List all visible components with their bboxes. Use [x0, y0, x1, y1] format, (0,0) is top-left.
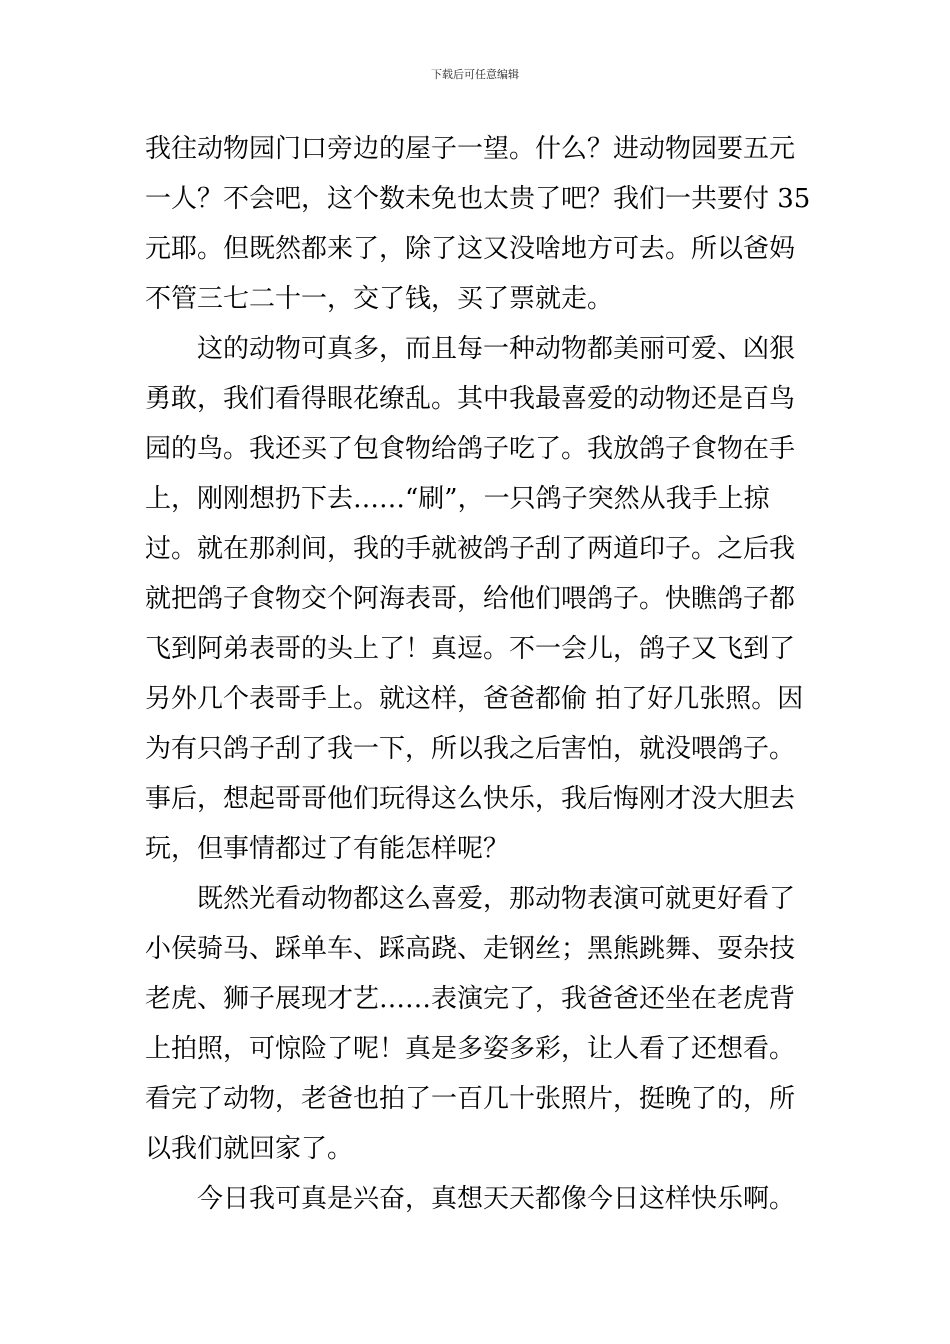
text-line: 今日我可真是兴奋，真想天天都像今日这样快乐啊。	[145, 1184, 796, 1214]
text-line: 事后，想起哥哥他们玩得这么快乐，我后悔刚才没大胆去	[145, 784, 796, 814]
text-line: 既然光看动物都这么喜爱，那动物表演可就更好看了	[145, 884, 796, 914]
text-line: 以我们就回家了。	[145, 1134, 354, 1164]
text-line: 小侯骑马、踩单车、踩高跷、走钢丝；黑熊跳舞、耍杂技	[145, 934, 796, 964]
text-line: 为有只鸽子刮了我一下，所以我之后害怕，就没喂鸽子。	[145, 734, 796, 764]
text-line: 上拍照，可惊险了呢！真是多姿多彩，让人看了还想看。	[145, 1034, 796, 1064]
text-line: 我往动物园门口旁边的屋子一望。什么？进动物园要五元	[145, 134, 796, 164]
text-line: 园的鸟。我还买了包食物给鸽子吃了。我放鸽子食物在手	[145, 434, 796, 464]
text-line: 飞到阿弟表哥的头上了！真逗。不一会儿，鸽子又飞到了	[145, 634, 796, 664]
text-line: 一人？不会吧，这个数未免也太贵了吧？我们一共要付 35	[145, 184, 811, 214]
text-line: 看完了动物，老爸也拍了一百几十张照片，挺晚了的，所	[145, 1084, 796, 1114]
text-line: 不管三七二十一，交了钱，买了票就走。	[145, 284, 614, 314]
page-header: 下载后可任意编辑	[431, 68, 519, 81]
text-line: 这的动物可真多，而且每一种动物都美丽可爱、凶狠	[145, 334, 796, 364]
text-line: 另外几个表哥手上。就这样，爸爸都偷 拍了好几张照。因	[145, 684, 804, 714]
text-line: 过。就在那刹间，我的手就被鸽子刮了两道印子。之后我	[145, 534, 796, 564]
text-line: 老虎、狮子展现才艺……表演完了，我爸爸还坐在老虎背	[145, 984, 796, 1014]
text-line: 上，刚刚想扔下去……“刷”，一只鸽子突然从我手上掠	[145, 484, 770, 514]
text-line: 勇敢，我们看得眼花缭乱。其中我最喜爱的动物还是百鸟	[145, 384, 796, 414]
text-line: 玩，但事情都过了有能怎样呢？	[145, 834, 510, 864]
text-line: 就把鸽子食物交个阿海表哥，给他们喂鸽子。快瞧鸽子都	[145, 584, 796, 614]
text-line: 元耶。但既然都来了，除了这又没啥地方可去。所以爸妈	[145, 234, 796, 264]
